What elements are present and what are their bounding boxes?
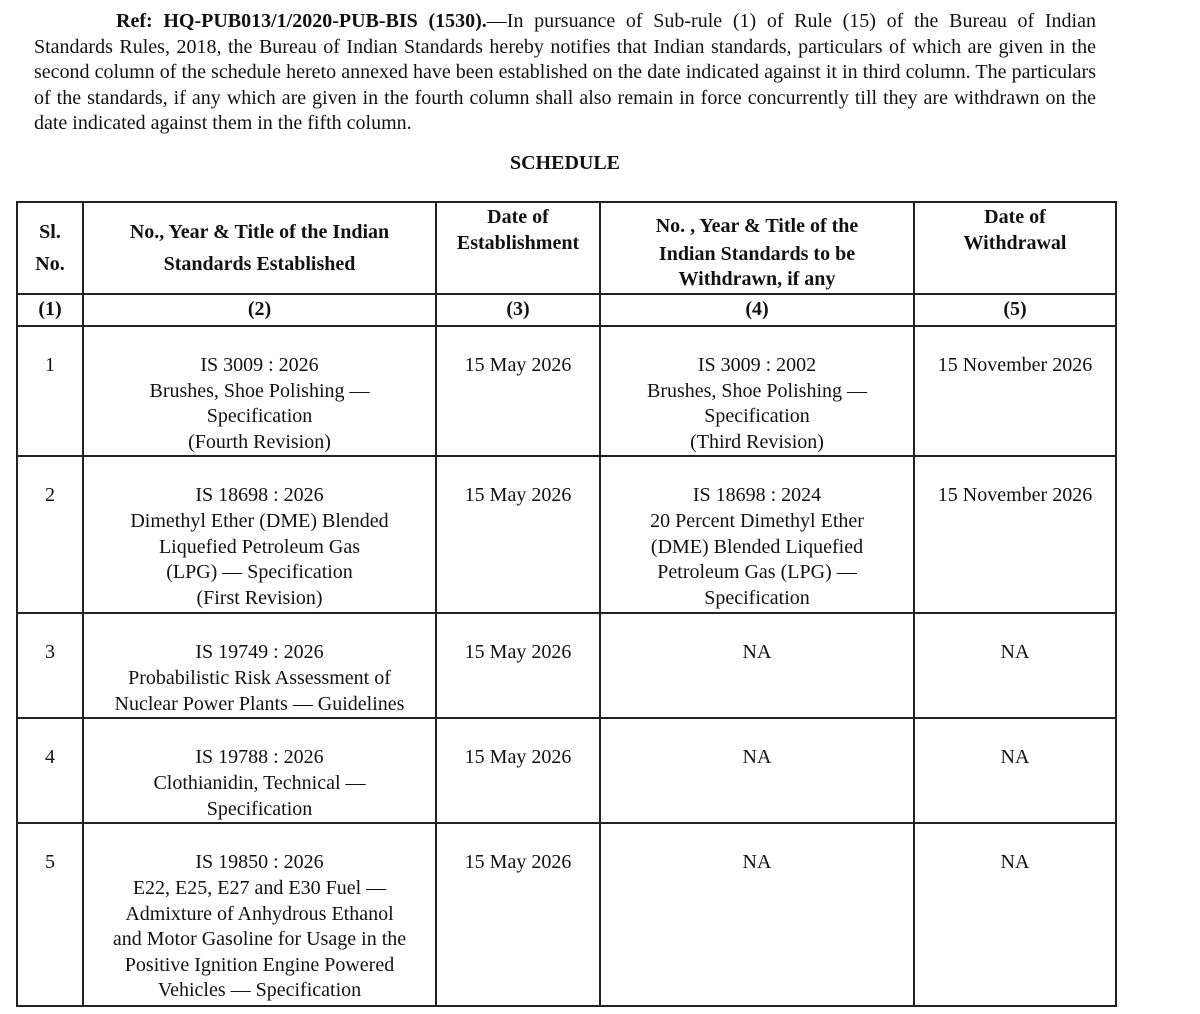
cell-date-established: 15 May 2026 — [436, 718, 600, 823]
column-number: (4) — [600, 294, 914, 326]
cell-sl-no: 1 — [17, 326, 83, 456]
notice-body: —In pursuance of Sub-rule (1) of Rule (15) of the Bureau of Indian Standards Rules, 2018, the Bureau of Indian Standards hereby notifies that Indian standards, particulars of which are given in the second column of the schedule hereto annexed have been established on the date indicated against it in third column. The particulars of the standards, if any which are given in the fourth column shall also remain in force concurrently till they are withdrawn on the date indicated against them in the fifth column. — [34, 10, 1096, 135]
table-row — [17, 718, 1116, 823]
table-header-row — [17, 202, 1116, 294]
cell-date-established: 15 May 2026 — [436, 456, 600, 613]
cell-standard-established: IS 19749 : 2026 Probabilistic Risk Assessment of Nuclear Power Plants — Guidelines — [83, 613, 436, 718]
cell-standard-withdrawn: NA — [600, 823, 914, 1006]
cell-sl-no: 2 — [17, 456, 83, 613]
notice-ref: Ref: HQ-PUB013/1/2020-PUB-BIS (1530). — [116, 10, 487, 32]
header-standards-withdrawn: No. , Year & Title of the Indian Standards to be Withdrawn, if any — [600, 202, 914, 294]
table-row — [17, 823, 1116, 1006]
column-number-row — [17, 294, 1116, 326]
table-row — [17, 456, 1116, 613]
cell-standard-withdrawn: NA — [600, 613, 914, 718]
column-number: (3) — [436, 294, 600, 326]
table-row — [17, 613, 1116, 718]
cell-date-established: 15 May 2026 — [436, 326, 600, 456]
table-row — [17, 326, 1116, 456]
schedule-title: SCHEDULE — [509, 152, 621, 174]
header-date-of-withdrawal: Date of Withdrawal — [914, 202, 1116, 294]
cell-standard-established: IS 19788 : 2026 Clothianidin, Technical — Specification — [83, 718, 436, 823]
header-sl-no: Sl. No. — [17, 202, 83, 294]
cell-standard-established: IS 3009 : 2026 Brushes, Shoe Polishing — Specification (Fourth Revision) — [83, 326, 436, 456]
cell-date-established: 15 May 2026 — [436, 613, 600, 718]
cell-sl-no: 4 — [17, 718, 83, 823]
cell-standard-withdrawn: IS 18698 : 2024 20 Percent Dimethyl Ether (DME) Blended Liquefied Petroleum Gas (LPG) — Specification — [600, 456, 914, 613]
cell-date-withdrawal: NA — [914, 718, 1116, 823]
cell-sl-no: 3 — [17, 613, 83, 718]
cell-date-withdrawal: NA — [914, 613, 1116, 718]
notice-paragraph — [34, 9, 1096, 137]
schedule-table — [16, 201, 1117, 1007]
cell-standard-withdrawn: NA — [600, 718, 914, 823]
cell-date-established: 15 May 2026 — [436, 823, 600, 1006]
column-number: (1) — [17, 294, 83, 326]
cell-sl-no: 5 — [17, 823, 83, 1006]
column-number: (2) — [83, 294, 436, 326]
cell-standard-established: IS 19850 : 2026 E22, E25, E27 and E30 Fuel — Admixture of Anhydrous Ethanol and Motor Gasoline for Usage in the Positive Ignition Engine Powered Vehicles — Specification — [83, 823, 436, 1006]
cell-date-withdrawal: 15 November 2026 — [914, 456, 1116, 613]
cell-date-withdrawal: 15 November 2026 — [914, 326, 1116, 456]
column-number: (5) — [914, 294, 1116, 326]
cell-date-withdrawal: NA — [914, 823, 1116, 1006]
cell-standard-established: IS 18698 : 2026 Dimethyl Ether (DME) Blended Liquefied Petroleum Gas (LPG) — Specification (First Revision) — [83, 456, 436, 613]
cell-standard-withdrawn: IS 3009 : 2002 Brushes, Shoe Polishing — Specification (Third Revision) — [600, 326, 914, 456]
header-date-of-establishment: Date of Establishment — [436, 202, 600, 294]
header-standards-established: No., Year & Title of the Indian Standards Established — [83, 202, 436, 294]
